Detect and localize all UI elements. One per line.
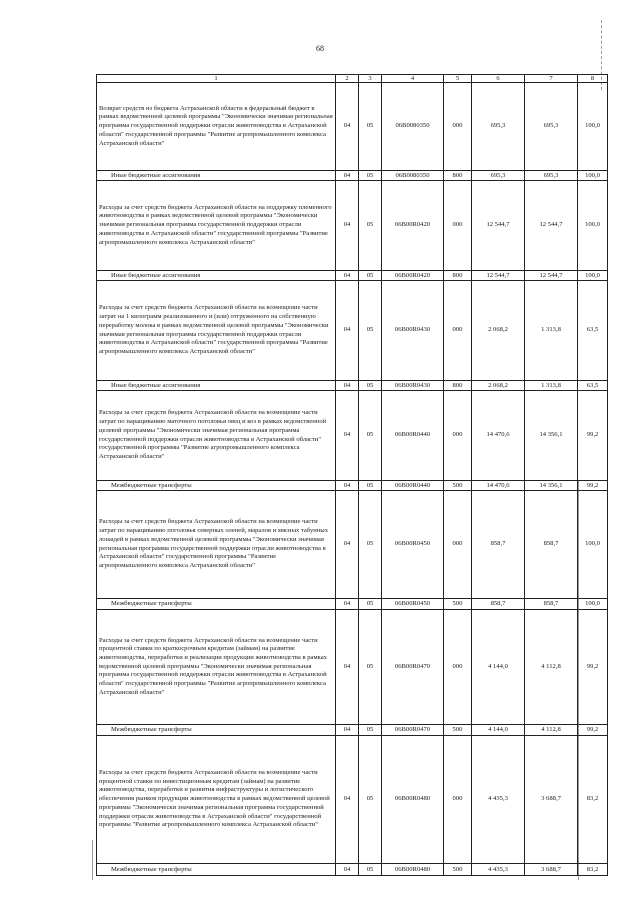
row-subsection: 05 — [359, 181, 382, 271]
row-actual-amount: 3 688,7 — [525, 864, 578, 876]
table-row — [97, 83, 608, 171]
table-subrow — [97, 599, 608, 610]
table-row — [97, 491, 608, 599]
row-subsection: 05 — [359, 491, 382, 599]
row-actual-amount: 14 356,1 — [525, 391, 578, 481]
table-subrow — [97, 271, 608, 281]
row-target-article: 06В00R0440 — [382, 391, 444, 481]
row-target-article: 06В00R0480 — [382, 736, 444, 864]
table-subrow — [97, 864, 608, 876]
row-name: Иные бюджетные ассигнования — [97, 271, 336, 281]
row-actual-amount: 12 544,7 — [525, 181, 578, 271]
budget-table — [96, 74, 608, 876]
row-planned-amount: 4 144,0 — [472, 725, 525, 736]
row-expense-type: 000 — [444, 391, 472, 481]
row-section: 04 — [336, 381, 359, 391]
row-section: 04 — [336, 391, 359, 481]
row-planned-amount: 14 470,6 — [472, 391, 525, 481]
row-section: 04 — [336, 610, 359, 725]
row-actual-amount: 14 356,1 — [525, 481, 578, 491]
row-actual-amount: 1 313,8 — [525, 281, 578, 381]
table-row — [97, 610, 608, 725]
row-name: Возврат средств из бюджета Астраханской области в федеральный бюджет в рамках ведомственной целевой программы "Экономически значимая региональная программа государственной поддержки отрасли животноводства в Астраханской области" государственной программы "Развитие агропромышленного комплекса Астраханской области" — [97, 83, 336, 171]
row-subsection: 05 — [359, 381, 382, 391]
row-name: Расходы за счет средств бюджета Астраханской области на возмещение части процентной ставки по краткосрочным кредитам (займам) на развитие животноводства, переработки и реализации продукции животноводства в рамках ведомственной целевой программы "Экономически значимая региональная программа государственной поддержки отрасли животноводства в Астраханской области" государственной программы "Развитие агропромышленного комплекса Астраханской области" — [97, 610, 336, 725]
column-number-row — [97, 75, 608, 83]
row-name: Расходы за счет средств бюджета Астраханской области на возмещение части процентной ставки по инвестиционным кредитам (займам) на развитие животноводства, переработки и развития инфраструктуры и логистического обеспечения рынков продукции животноводства в рамках ведомственной целевой программы "Экономически значимая региональная программа государственной поддержки отрасли животноводства в Астраханской области" государственной программы "Развитие агропромышленного комплекса Астраханской области" — [97, 736, 336, 864]
row-planned-amount: 12 544,7 — [472, 271, 525, 281]
row-expense-type: 000 — [444, 181, 472, 271]
table-row — [97, 281, 608, 381]
page-number: 68 — [316, 44, 324, 53]
row-planned-amount: 695,3 — [472, 83, 525, 171]
row-subsection: 05 — [359, 391, 382, 481]
row-name: Расходы за счет средств бюджета Астраханской области на возмещение части затрат на 1 килограмм реализованного и (или) отгруженного на собственную переработку молока в рамках ведомственной целевой программы "Экономически значимая региональная программа государственной поддержки отрасли животноводства в Астраханской области" государственной программы "Развитие агропромышленного комплекса Астраханской области" — [97, 281, 336, 381]
row-name: Межбюджетные трансферты — [97, 599, 336, 610]
row-execution-percent: 99,2 — [578, 610, 608, 725]
row-section: 04 — [336, 481, 359, 491]
row-actual-amount: 12 544,7 — [525, 271, 578, 281]
column-number: 3 — [359, 75, 382, 83]
row-execution-percent: 99,2 — [578, 391, 608, 481]
table-body — [97, 83, 608, 876]
row-subsection: 05 — [359, 83, 382, 171]
table-row — [97, 736, 608, 864]
row-planned-amount: 4 435,3 — [472, 864, 525, 876]
table-row — [97, 391, 608, 481]
row-execution-percent: 83,2 — [578, 864, 608, 876]
row-target-article: 06В0080350 — [382, 171, 444, 181]
column-number: 7 — [525, 75, 578, 83]
row-expense-type: 000 — [444, 610, 472, 725]
row-actual-amount: 1 313,8 — [525, 381, 578, 391]
row-expense-type: 500 — [444, 599, 472, 610]
row-expense-type: 000 — [444, 281, 472, 381]
row-section: 04 — [336, 736, 359, 864]
row-name: Иные бюджетные ассигнования — [97, 381, 336, 391]
row-target-article: 06В00R0480 — [382, 864, 444, 876]
row-section: 04 — [336, 491, 359, 599]
row-name: Межбюджетные трансферты — [97, 864, 336, 876]
table-row — [97, 181, 608, 271]
row-actual-amount: 858,7 — [525, 491, 578, 599]
row-target-article: 06В00R0440 — [382, 481, 444, 491]
row-subsection: 05 — [359, 271, 382, 281]
row-target-article: 06В00R0430 — [382, 281, 444, 381]
row-name: Расходы за счет средств бюджета Астраханской области на возмещение части затрат по наращиванию маточного поголовья овец и коз в рамках ведомственной целевой программы "Экономически значимая региональная программа государственной поддержки отрасли животноводства в Астраханской области" государственной программы "Развитие агропромышленного комплекса Астраханской области" — [97, 391, 336, 481]
row-execution-percent: 63,5 — [578, 281, 608, 381]
row-execution-percent: 63,5 — [578, 381, 608, 391]
column-number: 4 — [382, 75, 444, 83]
row-planned-amount: 2 068,2 — [472, 281, 525, 381]
row-actual-amount: 695,3 — [525, 83, 578, 171]
row-planned-amount: 4 435,3 — [472, 736, 525, 864]
row-subsection: 05 — [359, 736, 382, 864]
row-execution-percent: 100,0 — [578, 271, 608, 281]
column-number: 2 — [336, 75, 359, 83]
row-name: Межбюджетные трансферты — [97, 481, 336, 491]
row-name: Иные бюджетные ассигнования — [97, 171, 336, 181]
row-expense-type: 500 — [444, 725, 472, 736]
row-target-article: 06В00R0470 — [382, 610, 444, 725]
row-section: 04 — [336, 725, 359, 736]
row-planned-amount: 2 068,2 — [472, 381, 525, 391]
table-subrow — [97, 725, 608, 736]
row-execution-percent: 100,0 — [578, 171, 608, 181]
row-expense-type: 000 — [444, 736, 472, 864]
row-expense-type: 000 — [444, 83, 472, 171]
row-subsection: 05 — [359, 281, 382, 381]
row-actual-amount: 695,3 — [525, 171, 578, 181]
row-section: 04 — [336, 599, 359, 610]
row-section: 04 — [336, 171, 359, 181]
row-execution-percent: 99,2 — [578, 481, 608, 491]
row-target-article: 06В00R0430 — [382, 381, 444, 391]
row-target-article: 06В00R0470 — [382, 725, 444, 736]
row-actual-amount: 4 112,8 — [525, 610, 578, 725]
row-planned-amount: 14 470,6 — [472, 481, 525, 491]
row-section: 04 — [336, 271, 359, 281]
row-expense-type: 800 — [444, 271, 472, 281]
table-subrow — [97, 381, 608, 391]
row-planned-amount: 858,7 — [472, 491, 525, 599]
row-execution-percent: 83,2 — [578, 736, 608, 864]
table-subrow — [97, 171, 608, 181]
table-subrow — [97, 481, 608, 491]
row-subsection: 05 — [359, 864, 382, 876]
row-actual-amount: 3 688,7 — [525, 736, 578, 864]
row-expense-type: 800 — [444, 381, 472, 391]
row-target-article: 06В0080350 — [382, 83, 444, 171]
row-section: 04 — [336, 181, 359, 271]
row-subsection: 05 — [359, 610, 382, 725]
row-target-article: 06В00R0420 — [382, 181, 444, 271]
row-section: 04 — [336, 83, 359, 171]
row-execution-percent: 100,0 — [578, 491, 608, 599]
row-planned-amount: 695,3 — [472, 171, 525, 181]
row-subsection: 05 — [359, 599, 382, 610]
row-expense-type: 500 — [444, 481, 472, 491]
row-execution-percent: 100,0 — [578, 181, 608, 271]
row-subsection: 05 — [359, 481, 382, 491]
row-subsection: 05 — [359, 725, 382, 736]
row-section: 04 — [336, 864, 359, 876]
row-execution-percent: 99,2 — [578, 725, 608, 736]
row-section: 04 — [336, 281, 359, 381]
row-name: Расходы за счет средств бюджета Астраханской области на поддержку племенного животноводства в рамках ведомственной целевой программы "Экономически значимая региональная программа государственной поддержки отрасли животноводства в Астраханской области" государственной программы "Развитие агропромышленного комплекса Астраханской области" — [97, 181, 336, 271]
row-actual-amount: 4 112,8 — [525, 725, 578, 736]
row-execution-percent: 100,0 — [578, 599, 608, 610]
column-number: 6 — [472, 75, 525, 83]
row-subsection: 05 — [359, 171, 382, 181]
row-planned-amount: 4 144,0 — [472, 610, 525, 725]
row-planned-amount: 858,7 — [472, 599, 525, 610]
column-number: 8 — [578, 75, 608, 83]
column-number: 5 — [444, 75, 472, 83]
column-number: 1 — [97, 75, 336, 83]
row-execution-percent: 100,0 — [578, 83, 608, 171]
row-target-article: 06В00R0420 — [382, 271, 444, 281]
row-expense-type: 500 — [444, 864, 472, 876]
row-target-article: 06В00R0450 — [382, 491, 444, 599]
row-expense-type: 800 — [444, 171, 472, 181]
row-actual-amount: 858,7 — [525, 599, 578, 610]
row-planned-amount: 12 544,7 — [472, 181, 525, 271]
scan-edge-line-left — [92, 840, 93, 880]
row-expense-type: 000 — [444, 491, 472, 599]
row-target-article: 06В00R0450 — [382, 599, 444, 610]
row-name: Расходы за счет средств бюджета Астраханской области на возмещение части затрат по наращиванию поголовья северных оленей, маралов и мясных табунных лошадей в рамках ведомственной целевой программы "Экономически значимая региональная программа государственной поддержки отрасли животноводства в Астраханской области" государственной программы "Развитие агропромышленного комплекса Астраханской области" — [97, 491, 336, 599]
row-name: Межбюджетные трансферты — [97, 725, 336, 736]
